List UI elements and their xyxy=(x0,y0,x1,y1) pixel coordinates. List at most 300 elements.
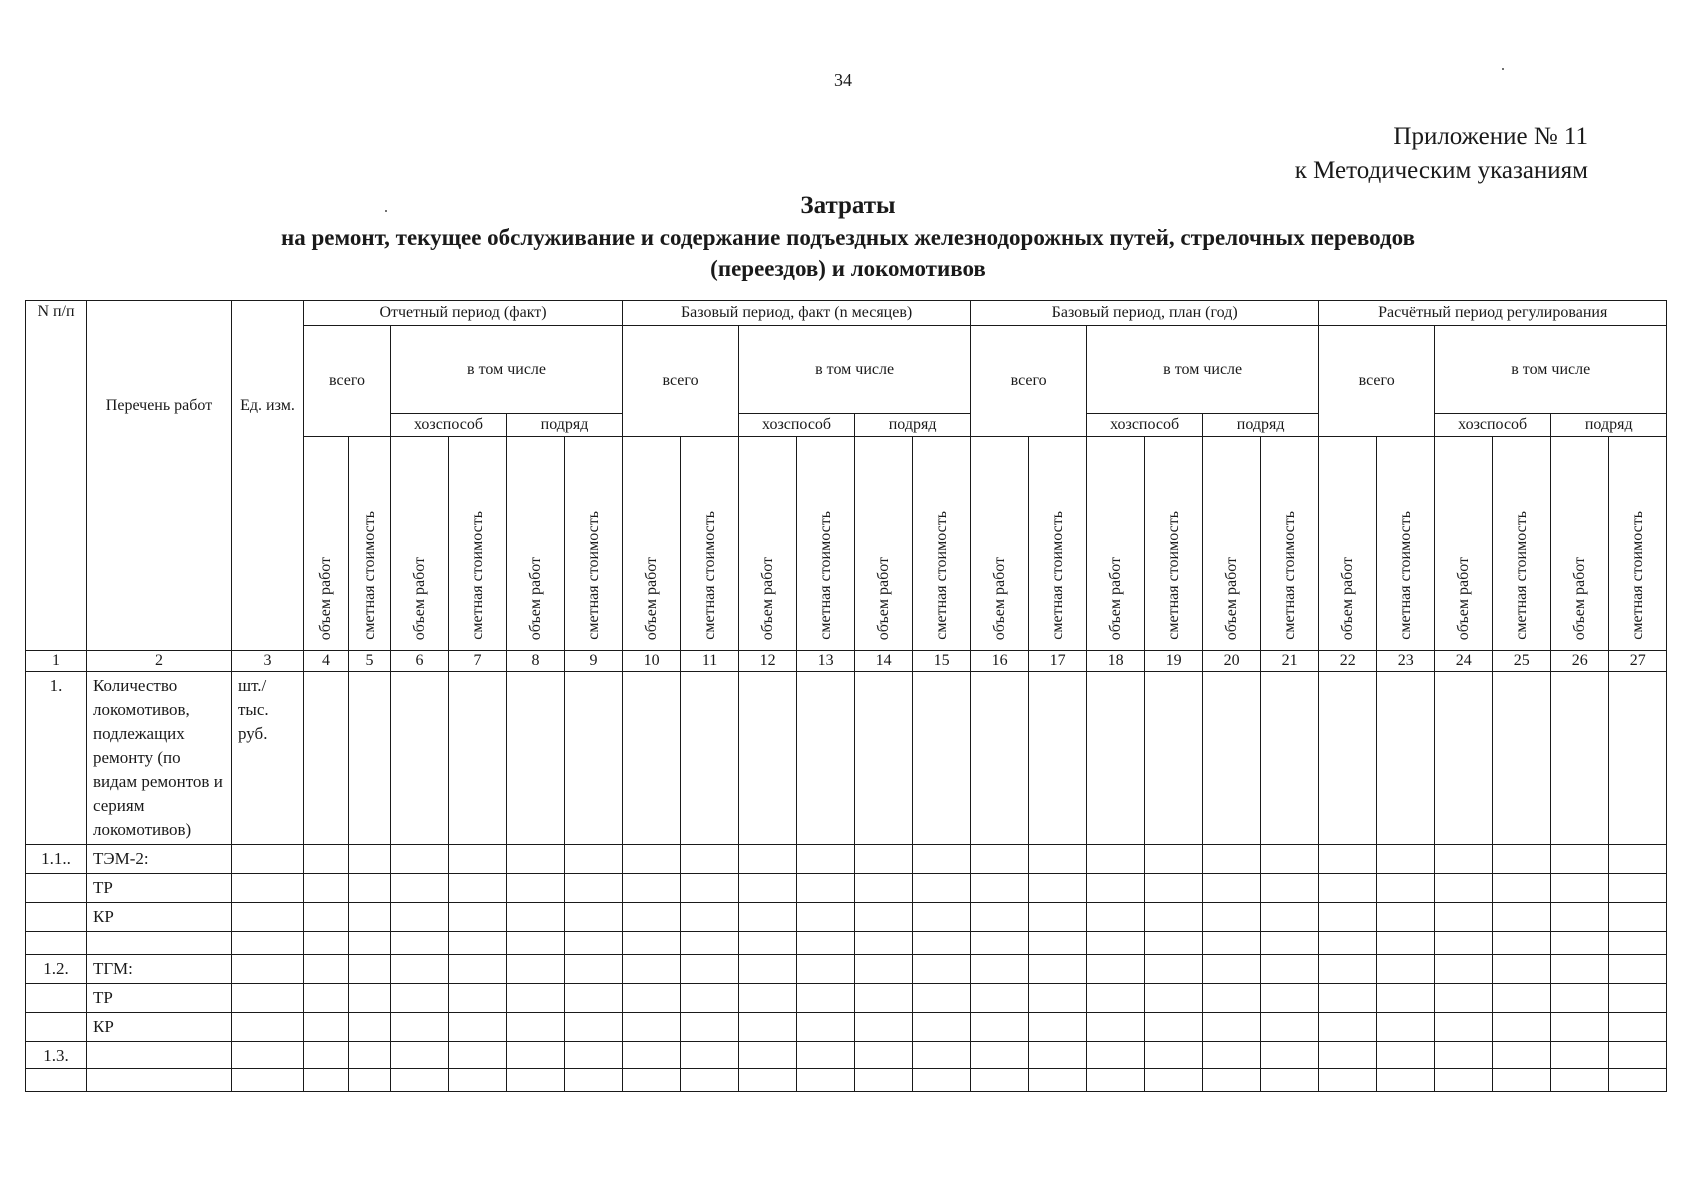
value-cell xyxy=(1087,932,1145,955)
value-cell xyxy=(913,845,971,874)
row-unit xyxy=(232,845,304,874)
table-row xyxy=(26,1069,1667,1092)
value-cell xyxy=(1493,672,1551,845)
value-cell xyxy=(1029,955,1087,984)
value-cell xyxy=(349,1013,391,1042)
value-cell xyxy=(1551,845,1609,874)
value-cell xyxy=(971,903,1029,932)
value-cell xyxy=(739,932,797,955)
value-cell xyxy=(1493,1069,1551,1092)
value-cell xyxy=(681,874,739,903)
volume-label: объем работ xyxy=(874,556,892,640)
value-cell xyxy=(913,1069,971,1092)
volume-header xyxy=(1551,437,1609,651)
volume-header xyxy=(1203,437,1261,651)
value-cell xyxy=(1203,932,1261,955)
value-cell xyxy=(1609,845,1667,874)
value-cell xyxy=(1435,1013,1493,1042)
value-cell xyxy=(681,955,739,984)
value-cell xyxy=(855,1042,913,1069)
row-number: 1.2. xyxy=(26,955,87,984)
own-forces-header: хозспособ xyxy=(1087,414,1203,437)
value-cell xyxy=(971,932,1029,955)
volume-header xyxy=(623,437,681,651)
value-cell xyxy=(913,903,971,932)
value-cell xyxy=(797,1042,855,1069)
column-number: 22 xyxy=(1319,651,1377,672)
period-header: Базовый период, план (год) xyxy=(971,301,1319,326)
cost-label: сметная стоимость xyxy=(1048,511,1066,640)
value-cell xyxy=(1551,903,1609,932)
value-cell xyxy=(1145,1013,1203,1042)
row-unit xyxy=(232,1069,304,1092)
table-row xyxy=(26,955,1667,984)
value-cell xyxy=(1377,932,1435,955)
column-number: 2 xyxy=(87,651,232,672)
volume-header xyxy=(971,437,1029,651)
value-cell xyxy=(391,932,449,955)
value-cell xyxy=(797,1069,855,1092)
value-cell xyxy=(507,984,565,1013)
contract-header: подряд xyxy=(855,414,971,437)
column-number: 6 xyxy=(391,651,449,672)
column-number: 14 xyxy=(855,651,913,672)
title-line: на ремонт, текущее обслуживание и содержание подъездных железнодорожных путей, стрелочных переводов xyxy=(280,225,1415,250)
value-cell xyxy=(1029,845,1087,874)
cost-header xyxy=(1145,437,1203,651)
column-number: 4 xyxy=(304,651,349,672)
value-cell xyxy=(1435,903,1493,932)
value-cell xyxy=(565,955,623,984)
value-cell xyxy=(391,1013,449,1042)
value-cell xyxy=(971,845,1029,874)
column-number: 18 xyxy=(1087,651,1145,672)
value-cell xyxy=(1551,955,1609,984)
value-cell xyxy=(1377,672,1435,845)
value-cell xyxy=(507,1069,565,1092)
table-row xyxy=(26,932,1667,955)
value-cell xyxy=(1261,1042,1319,1069)
value-cell xyxy=(349,874,391,903)
value-cell xyxy=(1203,1042,1261,1069)
value-cell xyxy=(1087,874,1145,903)
value-cell xyxy=(1551,932,1609,955)
cost-header xyxy=(1261,437,1319,651)
value-cell xyxy=(1493,1042,1551,1069)
row-unit xyxy=(232,874,304,903)
table-row xyxy=(26,1042,1667,1069)
value-cell xyxy=(1029,1013,1087,1042)
value-cell xyxy=(623,984,681,1013)
volume-label: объем работ xyxy=(1106,556,1124,640)
value-cell xyxy=(1319,984,1377,1013)
cost-label: сметная стоимость xyxy=(816,511,834,640)
value-cell xyxy=(797,874,855,903)
value-cell xyxy=(1145,845,1203,874)
value-cell xyxy=(913,932,971,955)
value-cell xyxy=(1145,874,1203,903)
value-cell xyxy=(304,1013,349,1042)
value-cell xyxy=(1029,672,1087,845)
value-cell xyxy=(623,903,681,932)
value-cell xyxy=(1203,874,1261,903)
value-cell xyxy=(1029,984,1087,1013)
cost-header xyxy=(1493,437,1551,651)
value-cell xyxy=(913,984,971,1013)
including-header: в том числе xyxy=(739,326,971,414)
column-number: 8 xyxy=(507,651,565,672)
value-cell xyxy=(1551,1042,1609,1069)
value-cell xyxy=(1609,1013,1667,1042)
value-cell xyxy=(739,1013,797,1042)
title-line: (переездов) и локомотивов xyxy=(710,256,986,281)
value-cell xyxy=(1377,845,1435,874)
value-cell xyxy=(1203,955,1261,984)
value-cell xyxy=(797,932,855,955)
row-unit: шт./ тыс. руб. xyxy=(232,672,304,845)
value-cell xyxy=(855,903,913,932)
row-number xyxy=(26,932,87,955)
cost-header xyxy=(1609,437,1667,651)
value-cell xyxy=(1609,984,1667,1013)
value-cell xyxy=(1435,672,1493,845)
value-cell xyxy=(391,845,449,874)
value-cell xyxy=(1435,984,1493,1013)
value-cell xyxy=(623,874,681,903)
value-cell xyxy=(449,845,507,874)
value-cell xyxy=(304,845,349,874)
value-cell xyxy=(1493,845,1551,874)
period-header: Базовый период, факт (n месяцев) xyxy=(623,301,971,326)
value-cell xyxy=(739,845,797,874)
contract-header: подряд xyxy=(507,414,623,437)
value-cell xyxy=(391,984,449,1013)
value-cell xyxy=(449,955,507,984)
row-name: ТЭМ-2: xyxy=(87,845,232,874)
appendix-line: Приложение № 11 xyxy=(1393,123,1588,150)
value-cell xyxy=(1319,1013,1377,1042)
volume-header xyxy=(1319,437,1377,651)
value-cell xyxy=(449,1013,507,1042)
total-header: всего xyxy=(304,326,391,437)
period-header: Расчётный период регулирования xyxy=(1319,301,1667,326)
value-cell xyxy=(565,1069,623,1092)
row-unit xyxy=(232,903,304,932)
row-name xyxy=(87,1042,232,1069)
value-cell xyxy=(739,1069,797,1092)
value-cell xyxy=(304,955,349,984)
volume-label: объем работ xyxy=(1570,556,1588,640)
stray-dot xyxy=(1502,68,1504,70)
value-cell xyxy=(507,1013,565,1042)
total-header: всего xyxy=(1319,326,1435,437)
value-cell xyxy=(507,955,565,984)
value-cell xyxy=(681,845,739,874)
value-cell xyxy=(1029,1069,1087,1092)
value-cell xyxy=(1261,1069,1319,1092)
value-cell xyxy=(1203,984,1261,1013)
value-cell xyxy=(1377,1069,1435,1092)
value-cell xyxy=(304,672,349,845)
column-number: 25 xyxy=(1493,651,1551,672)
value-cell xyxy=(565,1042,623,1069)
value-cell xyxy=(1493,984,1551,1013)
value-cell xyxy=(1319,932,1377,955)
value-cell xyxy=(507,874,565,903)
row-number xyxy=(26,874,87,903)
value-cell xyxy=(855,955,913,984)
cost-label: сметная стоимость xyxy=(1512,511,1530,640)
value-cell xyxy=(391,672,449,845)
volume-label: объем работ xyxy=(410,556,428,640)
column-number: 5 xyxy=(349,651,391,672)
value-cell xyxy=(1261,984,1319,1013)
value-cell xyxy=(1377,1013,1435,1042)
row-number: 1.3. xyxy=(26,1042,87,1069)
value-cell xyxy=(304,932,349,955)
value-cell xyxy=(1493,932,1551,955)
value-cell xyxy=(449,984,507,1013)
row-unit xyxy=(232,932,304,955)
value-cell xyxy=(1087,984,1145,1013)
value-cell xyxy=(913,874,971,903)
value-cell xyxy=(1377,1042,1435,1069)
value-cell xyxy=(1145,1042,1203,1069)
value-cell xyxy=(1551,672,1609,845)
value-cell xyxy=(623,1042,681,1069)
column-number: 20 xyxy=(1203,651,1261,672)
value-cell xyxy=(623,932,681,955)
value-cell xyxy=(1377,903,1435,932)
value-cell xyxy=(1261,903,1319,932)
cost-header xyxy=(1377,437,1435,651)
value-cell xyxy=(681,932,739,955)
volume-header xyxy=(739,437,797,651)
volume-label: объем работ xyxy=(642,556,660,640)
value-cell xyxy=(797,1013,855,1042)
value-cell xyxy=(1145,955,1203,984)
value-cell xyxy=(855,874,913,903)
value-cell xyxy=(565,932,623,955)
value-cell xyxy=(739,955,797,984)
value-cell xyxy=(1087,955,1145,984)
volume-header xyxy=(1087,437,1145,651)
column-header-unit: Ед. изм. xyxy=(232,301,304,651)
total-header: всего xyxy=(971,326,1087,437)
cost-header xyxy=(449,437,507,651)
value-cell xyxy=(565,845,623,874)
column-number: 27 xyxy=(1609,651,1667,672)
appendix-line: к Методическим указаниям xyxy=(1294,157,1588,184)
value-cell xyxy=(349,672,391,845)
value-cell xyxy=(1029,903,1087,932)
value-cell xyxy=(739,672,797,845)
column-number: 10 xyxy=(623,651,681,672)
value-cell xyxy=(507,932,565,955)
own-forces-header: хозспособ xyxy=(739,414,855,437)
row-unit xyxy=(232,955,304,984)
cost-label: сметная стоимость xyxy=(360,511,378,640)
own-forces-header: хозспособ xyxy=(391,414,507,437)
value-cell xyxy=(1609,1069,1667,1092)
value-cell xyxy=(1319,903,1377,932)
table-row xyxy=(26,845,1667,874)
value-cell xyxy=(304,874,349,903)
value-cell xyxy=(449,932,507,955)
row-name: ТР xyxy=(87,874,232,903)
volume-label: объем работ xyxy=(758,556,776,640)
column-number: 21 xyxy=(1261,651,1319,672)
value-cell xyxy=(1435,1069,1493,1092)
value-cell xyxy=(855,984,913,1013)
value-cell xyxy=(1203,903,1261,932)
value-cell xyxy=(971,984,1029,1013)
cost-header xyxy=(1029,437,1087,651)
cost-header xyxy=(565,437,623,651)
volume-header xyxy=(507,437,565,651)
value-cell xyxy=(623,1013,681,1042)
volume-header xyxy=(855,437,913,651)
value-cell xyxy=(1261,672,1319,845)
column-number: 12 xyxy=(739,651,797,672)
value-cell xyxy=(1319,672,1377,845)
value-cell xyxy=(1377,955,1435,984)
value-cell xyxy=(1493,955,1551,984)
value-cell xyxy=(565,874,623,903)
value-cell xyxy=(391,955,449,984)
value-cell xyxy=(1087,903,1145,932)
value-cell xyxy=(797,845,855,874)
row-name: ТГМ: xyxy=(87,955,232,984)
value-cell xyxy=(623,1069,681,1092)
value-cell xyxy=(349,955,391,984)
value-cell xyxy=(1203,845,1261,874)
value-cell xyxy=(855,1013,913,1042)
volume-label: объем работ xyxy=(526,556,544,640)
value-cell xyxy=(449,903,507,932)
value-cell xyxy=(1435,932,1493,955)
value-cell xyxy=(1145,932,1203,955)
value-cell xyxy=(739,903,797,932)
value-cell xyxy=(1551,1013,1609,1042)
value-cell xyxy=(681,1069,739,1092)
value-cell xyxy=(565,672,623,845)
including-header: в том числе xyxy=(1087,326,1319,414)
total-header: всего xyxy=(623,326,739,437)
value-cell xyxy=(913,1013,971,1042)
row-unit xyxy=(232,1013,304,1042)
column-number: 24 xyxy=(1435,651,1493,672)
value-cell xyxy=(391,1042,449,1069)
cost-label: сметная стоимость xyxy=(1164,511,1182,640)
column-number: 15 xyxy=(913,651,971,672)
column-header-number: N п/п xyxy=(26,301,87,651)
value-cell xyxy=(913,955,971,984)
column-number: 19 xyxy=(1145,651,1203,672)
value-cell xyxy=(1319,1042,1377,1069)
value-cell xyxy=(1087,1069,1145,1092)
value-cell xyxy=(1261,955,1319,984)
value-cell xyxy=(349,932,391,955)
value-cell xyxy=(565,903,623,932)
value-cell xyxy=(1029,874,1087,903)
volume-header xyxy=(391,437,449,651)
value-cell xyxy=(1609,672,1667,845)
value-cell xyxy=(1377,984,1435,1013)
cost-label: сметная стоимость xyxy=(700,511,718,640)
value-cell xyxy=(855,1069,913,1092)
value-cell xyxy=(1493,1013,1551,1042)
value-cell xyxy=(565,1013,623,1042)
value-cell xyxy=(681,903,739,932)
value-cell xyxy=(1261,932,1319,955)
value-cell xyxy=(971,1013,1029,1042)
row-number: 1. xyxy=(26,672,87,845)
cost-table xyxy=(25,300,1667,1092)
value-cell xyxy=(1261,1013,1319,1042)
table-row xyxy=(26,903,1667,932)
cost-label: сметная стоимость xyxy=(932,511,950,640)
value-cell xyxy=(507,1042,565,1069)
value-cell xyxy=(1319,1069,1377,1092)
cost-label: сметная стоимость xyxy=(584,511,602,640)
value-cell xyxy=(855,672,913,845)
table-row xyxy=(26,984,1667,1013)
value-cell xyxy=(971,874,1029,903)
row-number xyxy=(26,1069,87,1092)
value-cell xyxy=(739,984,797,1013)
value-cell xyxy=(971,1042,1029,1069)
value-cell xyxy=(1203,672,1261,845)
volume-label: объем работ xyxy=(1454,556,1472,640)
value-cell xyxy=(1145,903,1203,932)
row-number: 1.1.. xyxy=(26,845,87,874)
value-cell xyxy=(971,1069,1029,1092)
value-cell xyxy=(391,874,449,903)
own-forces-header: хозспособ xyxy=(1435,414,1551,437)
value-cell xyxy=(449,672,507,845)
cost-label: сметная стоимость xyxy=(468,511,486,640)
value-cell xyxy=(1029,1042,1087,1069)
value-cell xyxy=(1087,1042,1145,1069)
column-number: 16 xyxy=(971,651,1029,672)
value-cell xyxy=(1551,874,1609,903)
row-number xyxy=(26,984,87,1013)
value-cell xyxy=(913,672,971,845)
value-cell xyxy=(971,672,1029,845)
value-cell xyxy=(1087,845,1145,874)
column-number: 26 xyxy=(1551,651,1609,672)
value-cell xyxy=(1319,874,1377,903)
row-unit xyxy=(232,984,304,1013)
table-row xyxy=(26,672,1667,845)
volume-label: объем работ xyxy=(317,556,334,640)
row-name: Количество локомотивов, подлежащих ремонту (по видам ремонтов и сериям локомотивов) xyxy=(87,672,232,845)
value-cell xyxy=(349,845,391,874)
value-cell xyxy=(681,1042,739,1069)
volume-label: объем работ xyxy=(1338,556,1356,640)
column-number: 23 xyxy=(1377,651,1435,672)
value-cell xyxy=(1551,984,1609,1013)
value-cell xyxy=(855,932,913,955)
cost-header xyxy=(797,437,855,651)
value-cell xyxy=(449,1042,507,1069)
column-number: 1 xyxy=(26,651,87,672)
column-number: 7 xyxy=(449,651,507,672)
value-cell xyxy=(797,984,855,1013)
column-number: 9 xyxy=(565,651,623,672)
value-cell xyxy=(1261,874,1319,903)
